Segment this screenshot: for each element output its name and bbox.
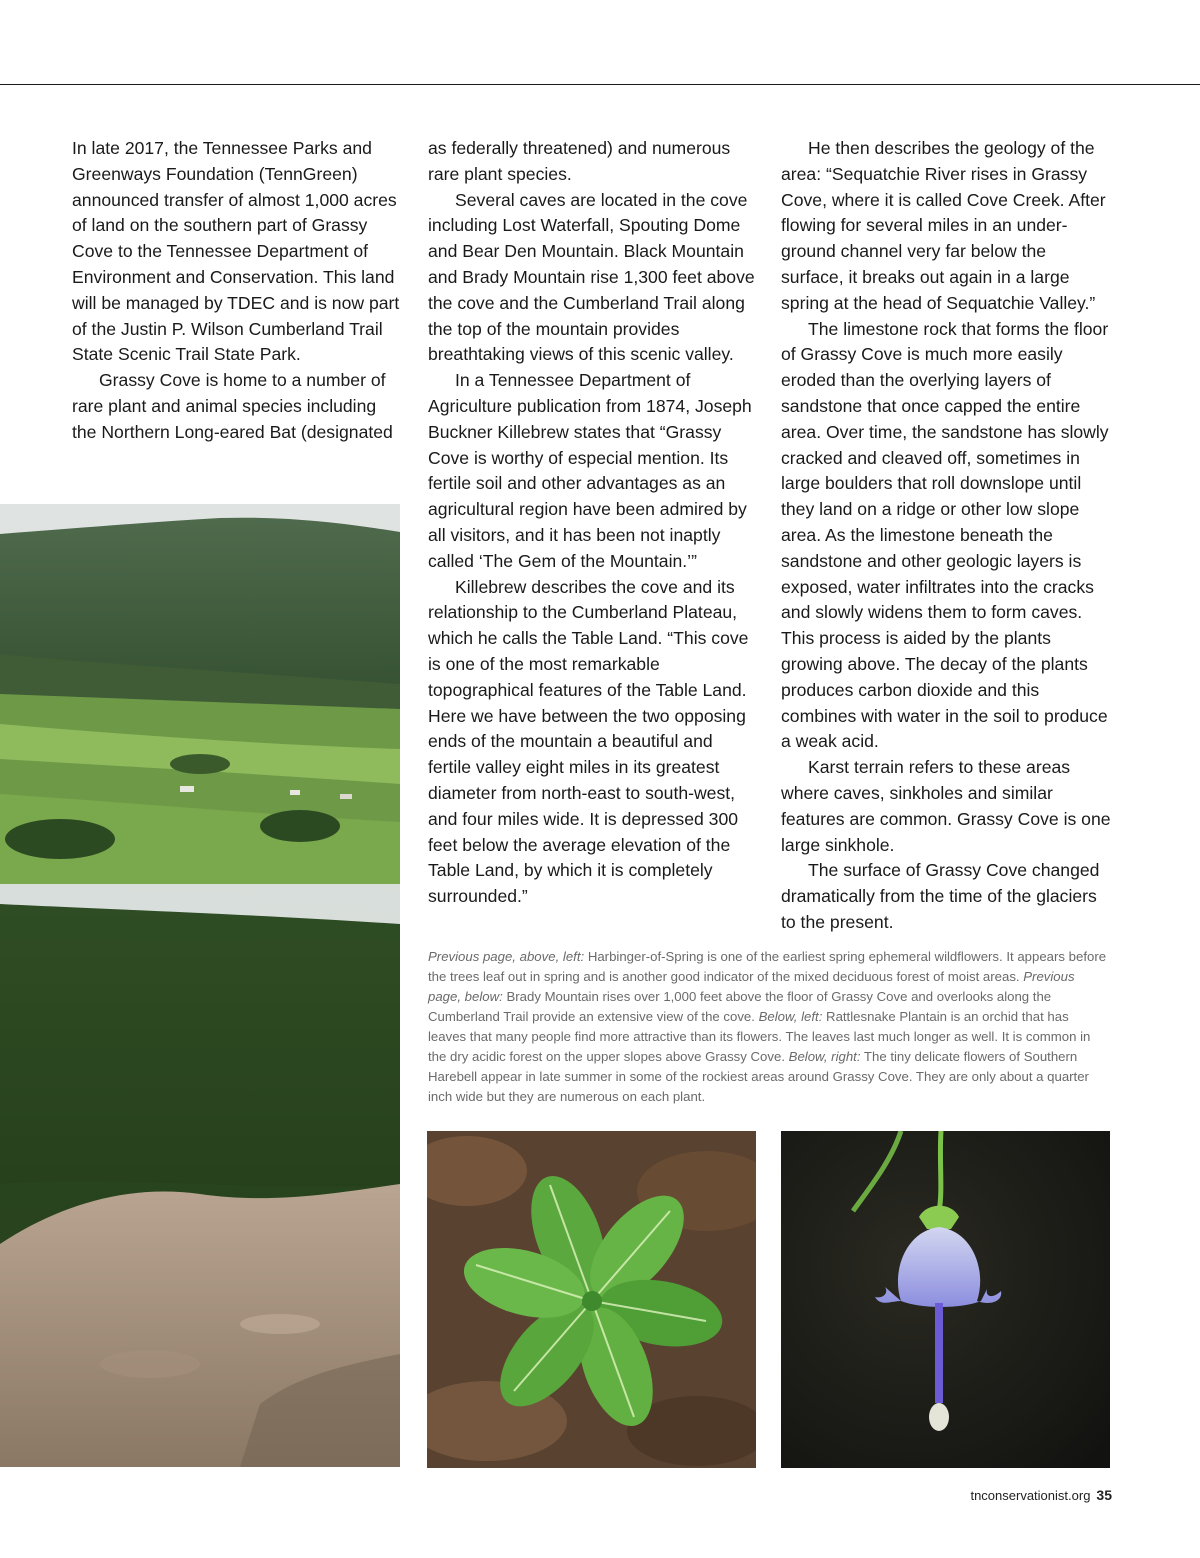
caption-label: Below, left: — [758, 1009, 823, 1024]
caption-label: Previous page, below: — [428, 969, 1075, 1004]
header-rule — [0, 84, 1200, 85]
paragraph: as federally threatened) and numerous rare plant species. — [428, 138, 731, 184]
caption-text: Brady Mountain rises over 1,000 feet above the floor of Grassy Cove and overlooks along the Cumberland Trail provide an extensive view of the cove. — [428, 989, 1052, 1024]
text-column-2 — [428, 136, 758, 910]
page-footer — [970, 1487, 1112, 1503]
photo-caption — [428, 947, 1108, 1107]
caption-text: Harbinger-of-Spring is one of the earliest spring ephemeral wildflowers. It appears before the trees leaf out in spring and is another good indicator of the mixed deciduous forest of moist areas. — [428, 949, 1107, 984]
paragraph: The limestone rock that forms the floor of Grassy Cove is much more easily eroded than the overlying layers of sandstone that once capped the entire area. Over time, the sandstone has slowly cracked and cleaved off, sometimes in large boulders that roll downslope until they land on a ridge or other low slope area. As the limestone beneath the sandstone and other geologic layers is exposed, water infiltrates into the cracks and slowly widens them to form caves. This process is aided by the plants growing above. The decay of the plants produces carbon dioxide and this combines with water in the soil to produce a weak acid. — [781, 318, 1109, 752]
caption-label: Below, right: — [788, 1049, 861, 1064]
valley-landscape-photo — [0, 504, 400, 1467]
paragraph: Killebrew describes the cove and its relationship to the Cumberland Plateau, which he calls the Table Land. “This cove is one of the most remarkable topographical features of the Table Land. Here we have between the two opposing ends of the mountain a beautiful and fertile valley eight miles in its greatest diameter from north-east to south-west, and four miles wide. It is depressed 300 feet below the average elevation of the Table Land, by which it is completely surrounded.” — [428, 576, 749, 907]
paragraph: In a Tennessee Department of Agriculture publication from 1874, Joseph Buckner Killebrew states that “Grassy Cove is worthy of especial mention. Its fertile soil and other advantages as an agricultural region have been admired by all visitors, and it has been not inaptly called ‘The Gem of the Mountain.’” — [428, 370, 752, 571]
rattlesnake-plantain-photo — [427, 1131, 756, 1468]
website-label: tnconservationist.org — [970, 1488, 1091, 1503]
text-column-3 — [781, 136, 1111, 936]
paragraph: Karst terrain refers to these areas where caves, sinkholes and similar features are common. Grassy Cove is one large sinkhole. — [781, 757, 1111, 855]
page-number: 35 — [1096, 1487, 1112, 1503]
southern-harebell-photo — [781, 1131, 1110, 1468]
caption-text: The tiny delicate flowers of Southern Harebell appear in late summer in some of the rockiest areas around Grassy Cove. They are only about a quarter inch wide but they are numerous on each plant. — [428, 1049, 1089, 1104]
caption-label: Previous page, above, left: — [428, 949, 585, 964]
paragraph: The surface of Grassy Cove changed dramatically from the time of the glaciers to the present. — [781, 860, 1100, 932]
caption-text: Rattlesnake Plantain is an orchid that has leaves that many people find more attractive than its flowers. The leaves last much longer as well. It is common in the dry acidic forest on the upper slopes above Grassy Cove. — [428, 1009, 1091, 1064]
paragraph: In late 2017, the Tennessee Parks and Greenways Foundation (TennGreen) announced transfer of almost 1,000 acres of land on the southern part of Grassy Cove to the Tennessee Department of Environment and Conservation. This land will be managed by TDEC and is now part of the Justin P. Wilson Cumberland Trail State Scenic Trail State Park. — [72, 138, 400, 365]
paragraph: Grassy Cove is home to a number of rare plant and animal species including the Northern Long-eared Bat (designated — [72, 370, 393, 442]
text-column-1 — [72, 136, 402, 446]
paragraph: Several caves are located in the cove including Lost Waterfall, Spouting Dome and Bear Den Mountain. Black Mountain and Brady Mountain rise 1,300 feet above the cove and the Cumberland Trail along the top of the mountain provides breathtaking views of this scenic valley. — [428, 189, 755, 365]
paragraph: He then describes the geology of the area: “Sequatchie River rises in Grassy Cove, where it is called Cove Creek. After flowing for several miles in an under-ground channel very far below the surface, it breaks out again in a large spring at the head of Sequatchie Valley.” — [781, 138, 1106, 313]
